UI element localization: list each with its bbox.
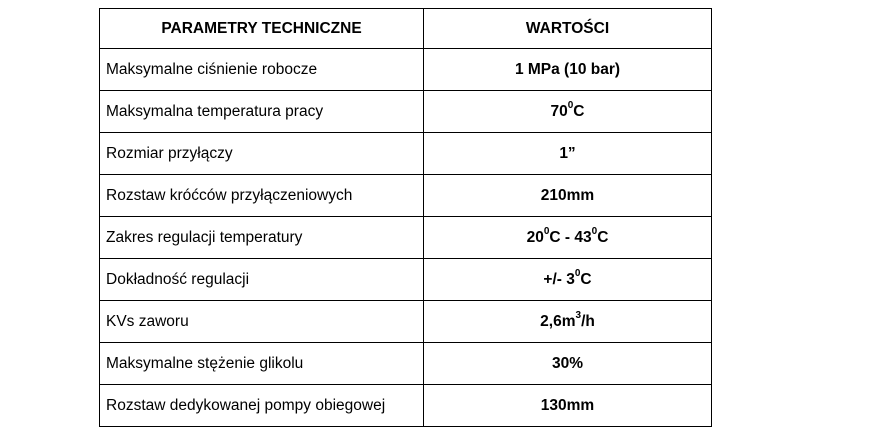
- parameter-value: [424, 49, 712, 91]
- parameter-name: Maksymalne ciśnienie robocze: [100, 49, 424, 91]
- parameter-value: [424, 91, 712, 133]
- value-text: C - 43: [549, 228, 592, 246]
- value-text: 20: [526, 228, 544, 246]
- table-row: [100, 175, 712, 217]
- value-text: 1”: [559, 144, 576, 162]
- parameter-value: [424, 133, 712, 175]
- table-row: [100, 91, 712, 133]
- parameter-name: Dokładność regulacji: [100, 259, 424, 301]
- table-row: [100, 133, 712, 175]
- value-text: 210mm: [540, 186, 595, 204]
- table-row: [100, 217, 712, 259]
- parameter-value: [424, 385, 712, 427]
- table-row: [100, 301, 712, 343]
- parameter-value: [424, 301, 712, 343]
- parameter-name: KVs zaworu: [100, 301, 424, 343]
- value-text: C: [573, 102, 585, 120]
- table-row: [100, 49, 712, 91]
- value-text: 1 MPa (10 bar): [514, 60, 621, 78]
- value-superscript: 0: [567, 100, 574, 112]
- parameter-value: [424, 217, 712, 259]
- table-header-row: [100, 9, 712, 49]
- value-text: /h: [581, 312, 595, 330]
- parameter-value: [424, 175, 712, 217]
- parameter-name: Rozmiar przyłączy: [100, 133, 424, 175]
- header-values: WARTOŚCI: [424, 9, 712, 49]
- parameter-value: [424, 343, 712, 385]
- parameter-name: Rozstaw króćców przyłączeniowych: [100, 175, 424, 217]
- parameter-name: Zakres regulacji temperatury: [100, 217, 424, 259]
- value-superscript: 0: [591, 226, 598, 238]
- value-text: 130mm: [540, 396, 595, 414]
- table-row: [100, 385, 712, 427]
- table-row: [100, 259, 712, 301]
- value-superscript: 0: [543, 226, 550, 238]
- table-row: [100, 343, 712, 385]
- header-parameters: PARAMETRY TECHNICZNE: [100, 9, 424, 49]
- value-text: +/- 3: [543, 270, 575, 288]
- parameter-name: Rozstaw dedykowanej pompy obiegowej: [100, 385, 424, 427]
- value-text: 70: [550, 102, 568, 120]
- value-text: 30%: [551, 354, 584, 372]
- parameter-name: Maksymalne stężenie glikolu: [100, 343, 424, 385]
- parameter-value: [424, 259, 712, 301]
- value-superscript: 3: [575, 310, 582, 322]
- parameter-name: Maksymalna temperatura pracy: [100, 91, 424, 133]
- value-text: 2,6m: [540, 312, 576, 330]
- value-text: C: [580, 270, 592, 288]
- value-text: C: [597, 228, 609, 246]
- value-superscript: 0: [574, 268, 581, 280]
- technical-parameters-table: [99, 8, 712, 427]
